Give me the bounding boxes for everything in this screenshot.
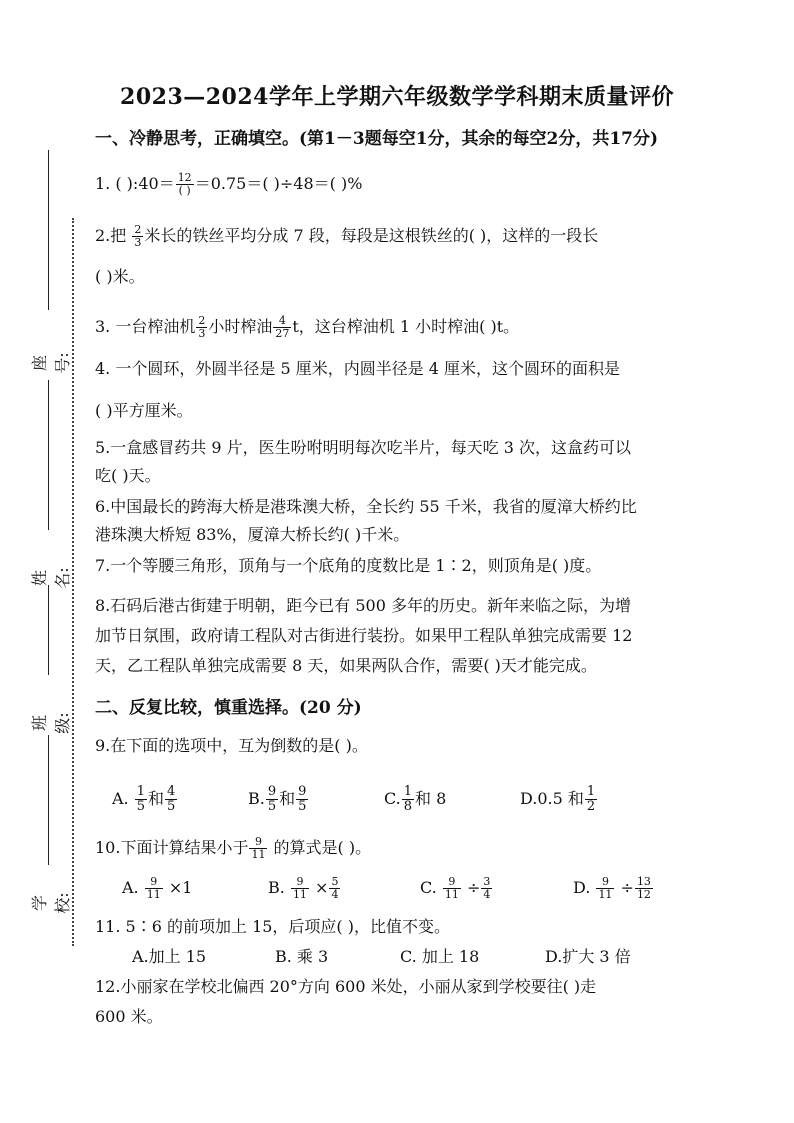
- q9-a-f2-num: 4: [167, 784, 176, 799]
- q10-option-b[interactable]: [268, 876, 341, 901]
- q10-stem-den: 11: [251, 848, 266, 861]
- question-6-line1: 6.中国最长的跨海大桥是港珠澳大桥，全长约 55 千米，我省的厦漳大桥约比: [95, 497, 637, 516]
- q3-fraction-2: [273, 315, 291, 340]
- q10-a-rest: ×1: [168, 878, 193, 897]
- school-line: [48, 735, 49, 865]
- q10-text-a: 10.下面计算结果小于: [95, 838, 249, 857]
- question-8-line3: 天，乙工程队单独完成需要 8 天，如果两队合作，需要( )天才能完成。: [95, 656, 597, 675]
- q10-c-op: ÷: [466, 878, 481, 897]
- q10-d-den1: 11: [598, 888, 613, 901]
- q2-frac-numerator: 2: [134, 223, 142, 236]
- q9-c-f1-den: 8: [403, 799, 413, 814]
- q10-b-label: B.: [268, 878, 285, 897]
- question-12-line2: 600 米。: [95, 1007, 163, 1026]
- q3-frac2-numerator: 4: [273, 315, 291, 328]
- q1-text-b: ＝0.75＝( )÷48＝( )%: [194, 174, 363, 193]
- school-label: 学校:: [30, 892, 72, 914]
- q9-a-f2-den: 5: [167, 799, 176, 814]
- q9-a-frac1: [135, 785, 147, 814]
- q3-frac1-numerator: 2: [198, 314, 206, 327]
- q1-frac-numerator: 12: [177, 171, 192, 184]
- name-label: 姓名:: [30, 567, 72, 589]
- q1-frac-denominator: ( ): [178, 184, 191, 197]
- q10-text-b: 的算式是( )。: [268, 838, 372, 857]
- section1-heading: 一、冷静思考，正确填空。(第1－3题每空1分，其余的每空2分，共17分): [95, 129, 659, 149]
- question-12-line1: 12.小丽家在学校北偏西 20°方向 600 米处，小丽从家到学校要往( )走: [95, 977, 597, 996]
- q9-a-frac2: [165, 785, 177, 814]
- seat-number-label: 座号:: [30, 352, 72, 374]
- q11-option-c[interactable]: C. 加上 18: [400, 947, 480, 966]
- q10-a-label: A.: [122, 878, 139, 897]
- q9-b-frac1: [266, 785, 278, 814]
- q11-option-d[interactable]: D.扩大 3 倍: [545, 947, 631, 966]
- q2-fraction: [132, 224, 143, 249]
- q10-c-label: C.: [420, 878, 437, 897]
- q10-b-num1: 9: [291, 876, 309, 889]
- q10-option-d[interactable]: [573, 876, 654, 901]
- q9-option-d[interactable]: [520, 785, 598, 814]
- class-label: 班级:: [30, 712, 72, 734]
- question-7: 7.一个等腰三角形，顶角与一个底角的度数比是 1∶2，则顶角是( )度。: [95, 556, 602, 575]
- q10-d-frac2: [635, 876, 653, 901]
- question-4-line2: ( )平方厘米。: [95, 401, 193, 420]
- q10-b-op: ×: [315, 878, 329, 897]
- q3-text-b: 小时榨油: [208, 317, 273, 336]
- q10-a-den: 11: [146, 888, 161, 901]
- q10-b-frac2: [329, 876, 340, 901]
- q10-a-num: 9: [145, 876, 163, 889]
- q2-text-a: 2.把: [95, 226, 132, 245]
- q9-b-mid: 和: [279, 789, 296, 808]
- q1-text-a: 1. ( ):40＝: [95, 174, 175, 193]
- section2-heading: 二、反复比较，慎重选择。(20 分): [95, 698, 362, 718]
- q9-a-f1-num: 1: [136, 784, 146, 799]
- exam-title: 2023—2024学年上学期六年级数学学科期末质量评价: [120, 84, 674, 110]
- q9-d-frac: [585, 785, 597, 814]
- q10-b-num2: 5: [331, 875, 339, 888]
- q10-c-num2: 3: [483, 875, 491, 888]
- q10-c-den1: 11: [444, 888, 459, 901]
- name-line: [48, 380, 49, 530]
- q1-fraction: [176, 172, 194, 197]
- question-5-line2: 吃( )天。: [95, 466, 161, 485]
- q10-d-frac1: [596, 876, 614, 901]
- q11-option-a[interactable]: A.加上 15: [132, 947, 207, 966]
- q2-text-b: 米长的铁丝平均分成 7 段，每段是这根铁丝的( )，这样的一段长: [144, 226, 599, 245]
- question-4-line1: 4. 一个圆环，外圆半径是 5 厘米，内圆半径是 4 厘米，这个圆环的面积是: [95, 359, 621, 378]
- q9-b-frac2: [296, 785, 308, 814]
- q9-d-f-den: 2: [586, 799, 596, 814]
- q10-d-label: D.: [573, 878, 591, 897]
- question-1: [95, 172, 362, 197]
- q10-c-den2: 4: [483, 888, 491, 901]
- q9-d-f-num: 1: [586, 784, 596, 799]
- q10-c-frac2: [481, 876, 492, 901]
- q10-option-c[interactable]: [420, 876, 493, 901]
- q2-frac-denominator: 3: [134, 236, 142, 249]
- q3-fraction-1: [196, 315, 207, 340]
- q10-a-frac: [145, 876, 163, 901]
- question-11: 11. 5∶6 的前项加上 15，后项应( )，比值不变。: [95, 917, 450, 936]
- q10-stem-num: 9: [249, 836, 267, 849]
- q3-text-c: t，这台榨油机 1 小时榨油( )t。: [292, 317, 520, 336]
- seat-number-line: [48, 150, 49, 310]
- q9-c-f1-num: 1: [403, 784, 413, 799]
- q9-b-f2-den: 5: [298, 799, 307, 814]
- q9-b-label: B.: [248, 789, 265, 808]
- q10-b-den1: 11: [292, 888, 307, 901]
- question-6-line2: 港珠澳大桥短 83%，厦漳大桥长约( )千米。: [95, 525, 410, 544]
- q9-b-f1-den: 5: [267, 799, 277, 814]
- q10-d-num1: 9: [596, 876, 614, 889]
- question-2: [95, 224, 598, 249]
- q9-a-label: A.: [112, 789, 129, 808]
- q3-frac1-denominator: 3: [198, 327, 206, 340]
- q9-b-f1-num: 9: [267, 784, 277, 799]
- q10-option-a[interactable]: [122, 876, 192, 901]
- q3-text-a: 3. 一台榨油机: [95, 317, 196, 336]
- q10-d-op: ÷: [620, 878, 634, 897]
- q9-b-f2-num: 9: [298, 784, 307, 799]
- q9-d-label: D.0.5 和: [520, 789, 584, 808]
- q10-d-num2: 13: [636, 875, 651, 888]
- question-10: [95, 836, 371, 861]
- q10-c-frac1: [443, 876, 461, 901]
- q9-c-label: C.: [384, 789, 401, 808]
- question-9: 9.在下面的选项中，互为倒数的是( )。: [95, 736, 368, 755]
- q11-option-b[interactable]: B. 乘 3: [275, 947, 329, 966]
- q10-c-num1: 9: [443, 876, 461, 889]
- question-8-line2: 加节日氛围，政府请工程队对古街进行装扮。如果甲工程队单独完成需要 12: [95, 626, 633, 645]
- q9-a-f1-den: 5: [136, 799, 146, 814]
- q9-c-mid: 和 8: [415, 789, 447, 808]
- q9-option-c[interactable]: [384, 785, 446, 814]
- q9-c-frac: [402, 785, 414, 814]
- q10-b-frac1: [291, 876, 309, 901]
- q9-a-mid: 和: [148, 789, 165, 808]
- question-8-line1: 8.石码后港古街建于明朝，距今已有 500 多年的历史。新年来临之际，为增: [95, 596, 631, 615]
- question-5-line1: 5.一盒感冒药共 9 片，医生吩咐明明每次吃半片，每天吃 3 次，这盒药可以: [95, 438, 631, 457]
- class-line: [48, 585, 49, 675]
- question-2-line2: ( )米。: [95, 267, 145, 286]
- q9-option-a[interactable]: [112, 785, 178, 814]
- q3-frac2-denominator: 27: [275, 327, 290, 340]
- q10-stem-frac: [249, 836, 267, 861]
- q10-b-den2: 4: [331, 888, 339, 901]
- question-3: [95, 315, 519, 340]
- q10-d-den2: 12: [636, 888, 651, 901]
- q9-option-b[interactable]: [248, 785, 309, 814]
